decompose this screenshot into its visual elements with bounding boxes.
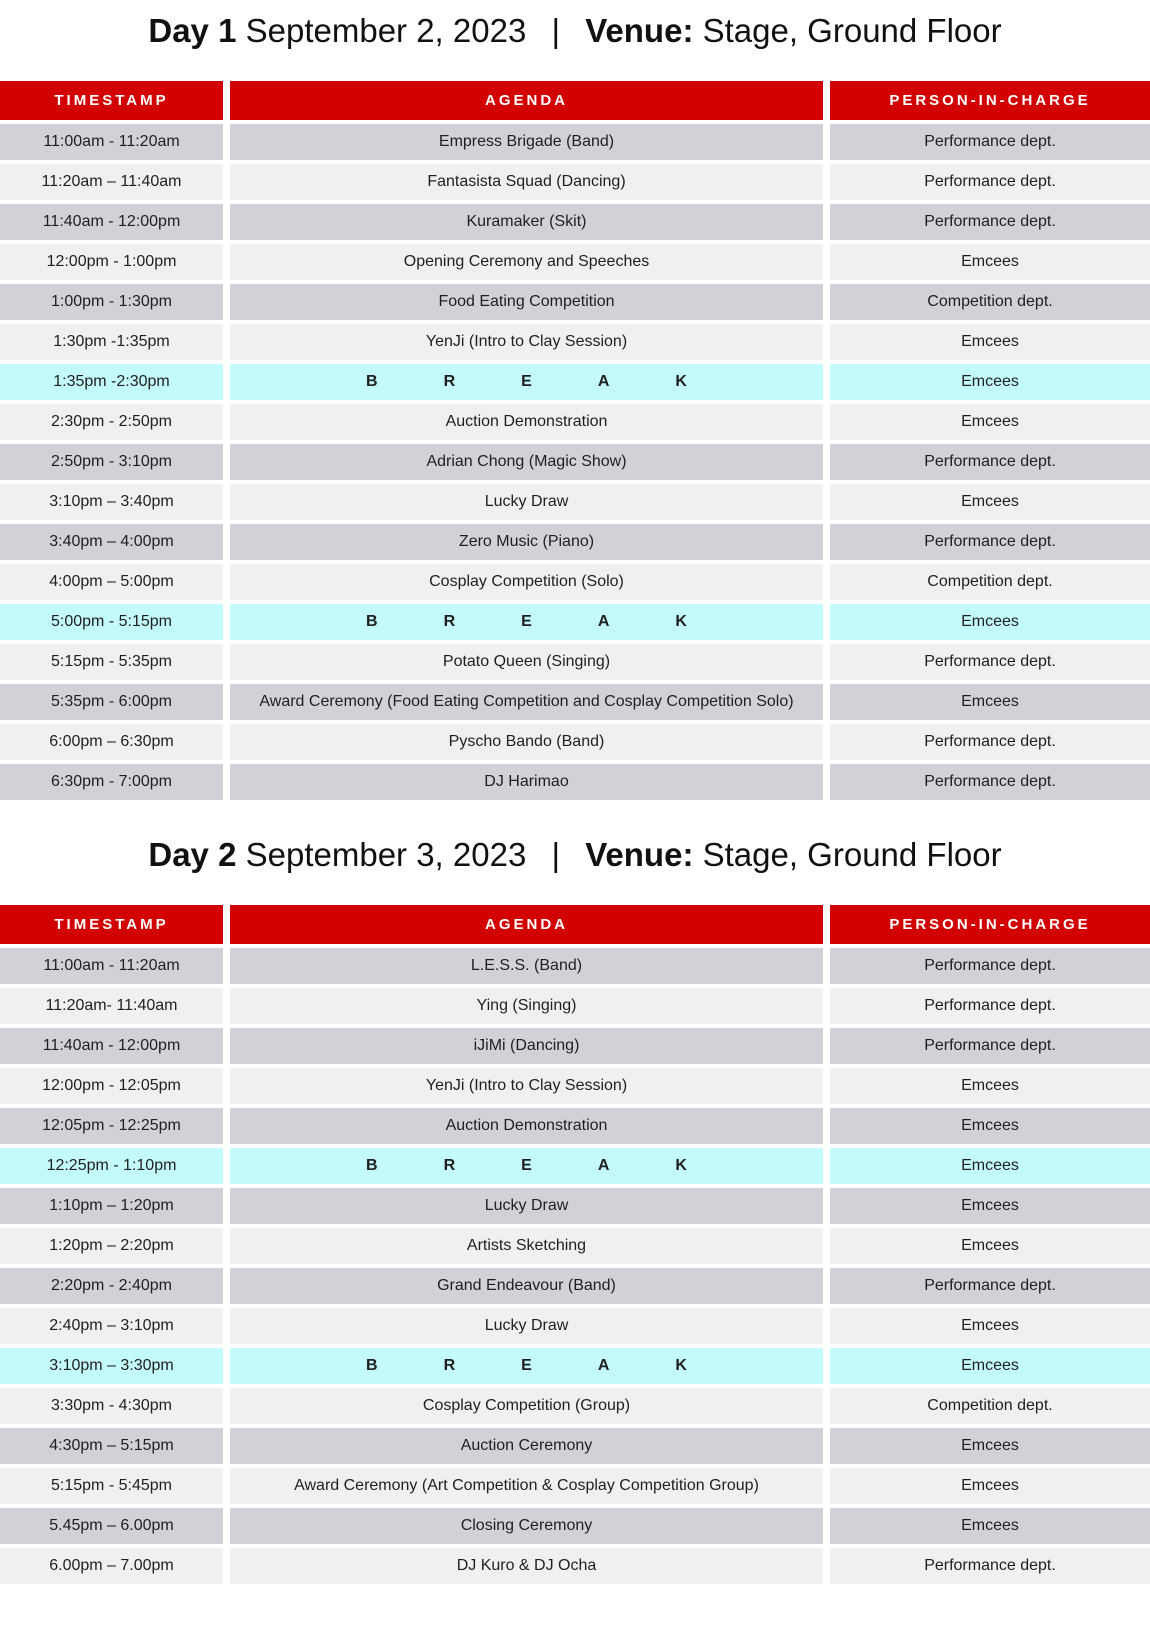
timestamp-cell: 11:00am - 11:20am (0, 948, 223, 984)
person-in-charge-cell: Emcees (830, 364, 1150, 400)
timestamp-cell: 11:40am - 12:00pm (0, 204, 223, 240)
day1-schedule-table (0, 81, 1150, 804)
table-row (0, 564, 1150, 600)
agenda-cell: Lucky Draw (230, 1308, 823, 1344)
table-header (0, 905, 1150, 944)
table-row (0, 524, 1150, 560)
timestamp-cell: 1:30pm -1:35pm (0, 324, 223, 360)
day1-day-label: Day 1 (148, 12, 237, 49)
agenda-cell: Auction Ceremony (230, 1428, 823, 1464)
person-in-charge-cell: Emcees (830, 484, 1150, 520)
person-in-charge-cell: Emcees (830, 1348, 1150, 1384)
table-row (0, 1428, 1150, 1464)
table-row (0, 764, 1150, 800)
timestamp-cell: 5:15pm - 5:45pm (0, 1468, 223, 1504)
break-row (0, 1348, 1150, 1384)
person-in-charge-cell: Competition dept. (830, 1388, 1150, 1424)
timestamp-cell: 4:00pm – 5:00pm (0, 564, 223, 600)
day1-date: September 2, 2023 (245, 12, 527, 49)
agenda-cell: BREAK (230, 1148, 823, 1184)
agenda-cell: Opening Ceremony and Speeches (230, 244, 823, 280)
timestamp-cell: 6:30pm - 7:00pm (0, 764, 223, 800)
timestamp-cell: 5:00pm - 5:15pm (0, 604, 223, 640)
break-row (0, 604, 1150, 640)
timestamp-cell: 12:00pm - 12:05pm (0, 1068, 223, 1104)
table-row (0, 1188, 1150, 1224)
agenda-cell: Lucky Draw (230, 1188, 823, 1224)
table-row (0, 404, 1150, 440)
day2-date: September 3, 2023 (245, 836, 527, 873)
person-in-charge-cell: Emcees (830, 1428, 1150, 1464)
day1-venue-label: Venue: (585, 12, 694, 49)
table-row (0, 1308, 1150, 1344)
table-row (0, 988, 1150, 1024)
header-agenda: AGENDA (230, 81, 823, 120)
agenda-cell: YenJi (Intro to Clay Session) (230, 324, 823, 360)
table-row (0, 324, 1150, 360)
table-header (0, 81, 1150, 120)
agenda-cell: DJ Harimao (230, 764, 823, 800)
agenda-cell: BREAK (230, 364, 823, 400)
timestamp-cell: 11:00am - 11:20am (0, 124, 223, 160)
timestamp-cell: 11:20am – 11:40am (0, 164, 223, 200)
timestamp-cell: 3:10pm – 3:30pm (0, 1348, 223, 1384)
table-row (0, 164, 1150, 200)
day1-separator: | (551, 12, 561, 49)
person-in-charge-cell: Performance dept. (830, 524, 1150, 560)
timestamp-cell: 3:40pm – 4:00pm (0, 524, 223, 560)
agenda-cell: Auction Demonstration (230, 404, 823, 440)
table-row (0, 1228, 1150, 1264)
header-person-in-charge: PERSON-IN-CHARGE (830, 81, 1150, 120)
agenda-cell: Cosplay Competition (Solo) (230, 564, 823, 600)
agenda-cell: Cosplay Competition (Group) (230, 1388, 823, 1424)
timestamp-cell: 11:40am - 12:00pm (0, 1028, 223, 1064)
agenda-cell: BREAK (230, 604, 823, 640)
person-in-charge-cell: Performance dept. (830, 764, 1150, 800)
person-in-charge-cell: Competition dept. (830, 284, 1150, 320)
agenda-cell: Grand Endeavour (Band) (230, 1268, 823, 1304)
person-in-charge-cell: Emcees (830, 404, 1150, 440)
table-row (0, 444, 1150, 480)
person-in-charge-cell: Performance dept. (830, 988, 1150, 1024)
agenda-cell: Lucky Draw (230, 484, 823, 520)
agenda-cell: Award Ceremony (Food Eating Competition and Cosplay Competition Solo) (230, 684, 823, 720)
timestamp-cell: 1:10pm – 1:20pm (0, 1188, 223, 1224)
person-in-charge-cell: Competition dept. (830, 564, 1150, 600)
day2-schedule-table (0, 905, 1150, 1588)
agenda-cell: Artists Sketching (230, 1228, 823, 1264)
timestamp-cell: 2:30pm - 2:50pm (0, 404, 223, 440)
timestamp-cell: 2:40pm – 3:10pm (0, 1308, 223, 1344)
timestamp-cell: 5:35pm - 6:00pm (0, 684, 223, 720)
timestamp-cell: 12:05pm - 12:25pm (0, 1108, 223, 1144)
timestamp-cell: 12:25pm - 1:10pm (0, 1148, 223, 1184)
person-in-charge-cell: Emcees (830, 1308, 1150, 1344)
day2-venue: Stage, Ground Floor (702, 836, 1002, 873)
person-in-charge-cell: Performance dept. (830, 644, 1150, 680)
table-row (0, 1028, 1150, 1064)
day1-venue: Stage, Ground Floor (702, 12, 1002, 49)
day1-title (0, 11, 1150, 51)
table-row (0, 124, 1150, 160)
day2-venue-label: Venue: (585, 836, 694, 873)
person-in-charge-cell: Emcees (830, 1148, 1150, 1184)
agenda-cell: DJ Kuro & DJ Ocha (230, 1548, 823, 1584)
timestamp-cell: 1:00pm - 1:30pm (0, 284, 223, 320)
table-row (0, 1268, 1150, 1304)
table-row (0, 1548, 1150, 1584)
agenda-cell: Adrian Chong (Magic Show) (230, 444, 823, 480)
person-in-charge-cell: Emcees (830, 1468, 1150, 1504)
header-timestamp: TIMESTAMP (0, 905, 223, 944)
agenda-cell: iJiMi (Dancing) (230, 1028, 823, 1064)
day2-day-label: Day 2 (148, 836, 237, 873)
table-row (0, 244, 1150, 280)
timestamp-cell: 6:00pm – 6:30pm (0, 724, 223, 760)
agenda-cell: Potato Queen (Singing) (230, 644, 823, 680)
person-in-charge-cell: Performance dept. (830, 204, 1150, 240)
timestamp-cell: 2:50pm - 3:10pm (0, 444, 223, 480)
person-in-charge-cell: Performance dept. (830, 948, 1150, 984)
timestamp-cell: 6.00pm – 7.00pm (0, 1548, 223, 1584)
agenda-cell: Auction Demonstration (230, 1108, 823, 1144)
agenda-cell: YenJi (Intro to Clay Session) (230, 1068, 823, 1104)
table-row (0, 948, 1150, 984)
table-row (0, 204, 1150, 240)
table-row (0, 484, 1150, 520)
timestamp-cell: 5.45pm – 6.00pm (0, 1508, 223, 1544)
timestamp-cell: 12:00pm - 1:00pm (0, 244, 223, 280)
agenda-cell: L.E.S.S. (Band) (230, 948, 823, 984)
timestamp-cell: 1:20pm – 2:20pm (0, 1228, 223, 1264)
person-in-charge-cell: Emcees (830, 1228, 1150, 1264)
person-in-charge-cell: Emcees (830, 1068, 1150, 1104)
table-row (0, 684, 1150, 720)
table-row (0, 1388, 1150, 1424)
timestamp-cell: 11:20am- 11:40am (0, 988, 223, 1024)
agenda-cell: Closing Ceremony (230, 1508, 823, 1544)
table-row (0, 644, 1150, 680)
person-in-charge-cell: Emcees (830, 604, 1150, 640)
timestamp-cell: 2:20pm - 2:40pm (0, 1268, 223, 1304)
agenda-cell: Fantasista Squad (Dancing) (230, 164, 823, 200)
day2-title (0, 835, 1150, 875)
header-agenda: AGENDA (230, 905, 823, 944)
agenda-cell: Award Ceremony (Art Competition & Cosplay Competition Group) (230, 1468, 823, 1504)
person-in-charge-cell: Performance dept. (830, 724, 1150, 760)
agenda-cell: Kuramaker (Skit) (230, 204, 823, 240)
person-in-charge-cell: Performance dept. (830, 164, 1150, 200)
table-row (0, 1068, 1150, 1104)
timestamp-cell: 4:30pm – 5:15pm (0, 1428, 223, 1464)
table-row (0, 724, 1150, 760)
person-in-charge-cell: Performance dept. (830, 1028, 1150, 1064)
person-in-charge-cell: Performance dept. (830, 1548, 1150, 1584)
agenda-cell: BREAK (230, 1348, 823, 1384)
agenda-cell: Pyscho Bando (Band) (230, 724, 823, 760)
timestamp-cell: 5:15pm - 5:35pm (0, 644, 223, 680)
day2-separator: | (551, 836, 561, 873)
person-in-charge-cell: Emcees (830, 1188, 1150, 1224)
person-in-charge-cell: Performance dept. (830, 124, 1150, 160)
table-row (0, 284, 1150, 320)
header-timestamp: TIMESTAMP (0, 81, 223, 120)
agenda-cell: Food Eating Competition (230, 284, 823, 320)
person-in-charge-cell: Performance dept. (830, 1268, 1150, 1304)
timestamp-cell: 3:30pm - 4:30pm (0, 1388, 223, 1424)
table-row (0, 1108, 1150, 1144)
person-in-charge-cell: Emcees (830, 324, 1150, 360)
agenda-cell: Empress Brigade (Band) (230, 124, 823, 160)
person-in-charge-cell: Emcees (830, 244, 1150, 280)
table-row (0, 1508, 1150, 1544)
person-in-charge-cell: Emcees (830, 684, 1150, 720)
break-row (0, 364, 1150, 400)
agenda-cell: Ying (Singing) (230, 988, 823, 1024)
person-in-charge-cell: Emcees (830, 1108, 1150, 1144)
break-row (0, 1148, 1150, 1184)
timestamp-cell: 3:10pm – 3:40pm (0, 484, 223, 520)
timestamp-cell: 1:35pm -2:30pm (0, 364, 223, 400)
agenda-cell: Zero Music (Piano) (230, 524, 823, 560)
person-in-charge-cell: Emcees (830, 1508, 1150, 1544)
person-in-charge-cell: Performance dept. (830, 444, 1150, 480)
header-person-in-charge: PERSON-IN-CHARGE (830, 905, 1150, 944)
table-row (0, 1468, 1150, 1504)
